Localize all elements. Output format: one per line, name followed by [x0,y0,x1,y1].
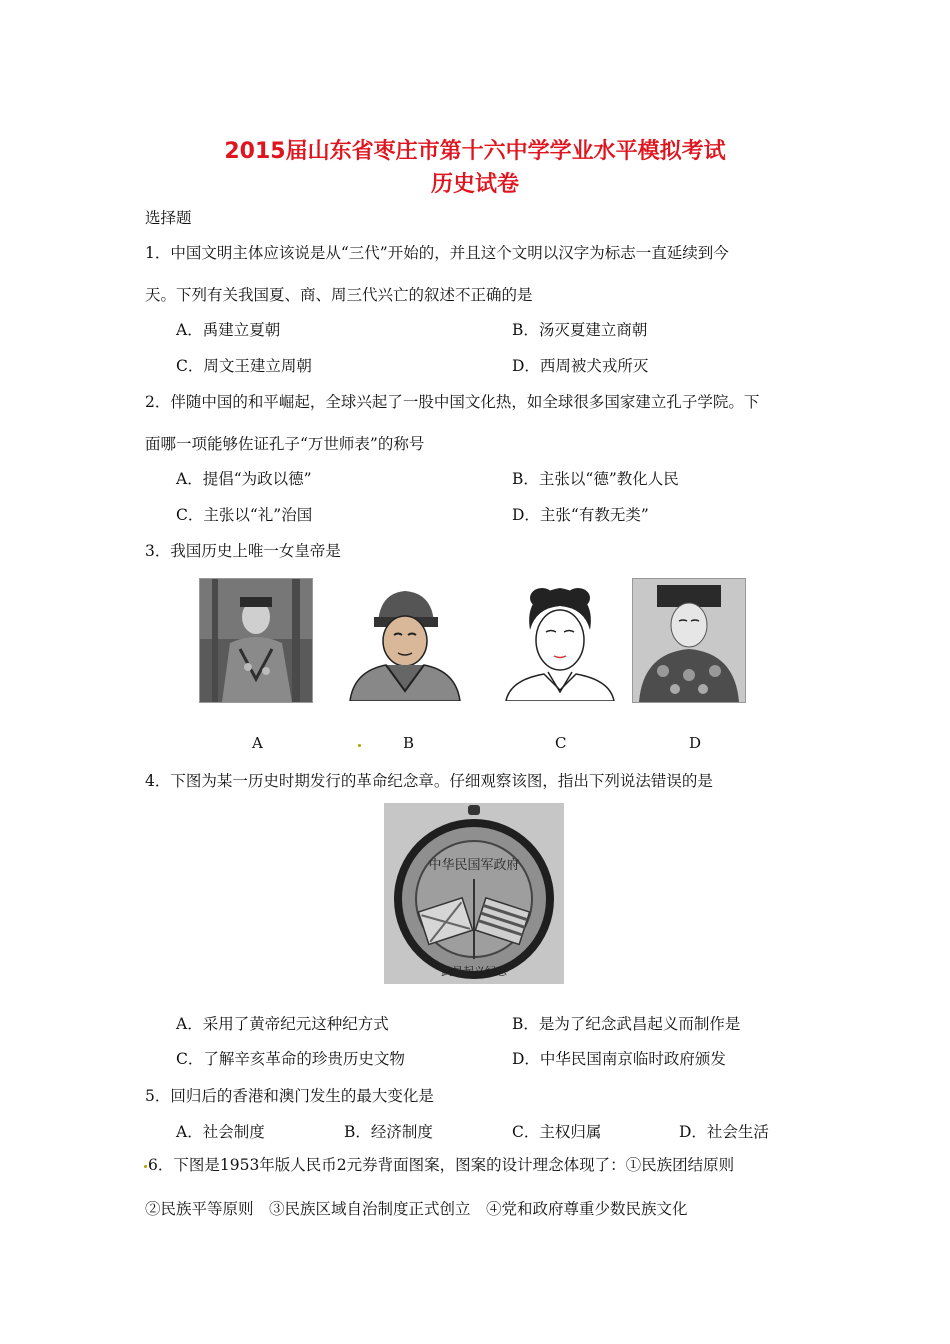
q2-stem-line2: 面哪一项能够佐证孔子“万世师表”的称号 [145,435,425,453]
exam-title-line2: 历史试卷 [430,172,519,197]
q5-stem: 5．回归后的香港和澳门发生的最大变化是 [145,1087,434,1105]
q1-option-a: A．禹建立夏朝 [176,321,281,339]
q1-option-c: C．周文王建立周朝 [176,357,312,375]
q5-option-a: A．社会制度 [176,1123,265,1141]
q6-stem-line2: ②民族平等原则 ③民族区域自治制度正式创立 ④党和政府尊重少数民族文化 [145,1200,688,1218]
q1-stem-line2: 天。下列有关我国夏、商、周三代兴亡的叙述不正确的是 [145,286,533,304]
q5-option-b: B．经济制度 [344,1123,433,1141]
medal-center-text: 武昌起义纪念 [441,965,507,978]
portrait-d-image [632,578,746,703]
q1-stem-line1: 1．中国文明主体应该说是从“三代”开始的，并且这个文明以汉字为标志一直延续到今 [145,244,729,262]
exam-title-line1: 2015届山东省枣庄市第十六中学学业水平模拟考试 [224,139,726,164]
q6-stem-line1: 6．下图是1953年版人民币2元券背面图案，图案的设计理念体现了：①民族团结原则 [148,1156,735,1174]
q2-option-b: B．主张以“德”教化人民 [512,470,679,488]
q4-stem: 4．下图为某一历史时期发行的革命纪念章。仔细观察该图，指出下列说法错误的是 [145,772,713,790]
portrait-a-label: A [252,734,263,752]
portrait-a-image [199,578,313,703]
q4-option-d: D．中华民国南京临时政府颁发 [512,1050,726,1068]
commemorative-medal-image [384,803,564,984]
portrait-c-image [504,580,616,701]
q4-option-c: C．了解辛亥革命的珍贵历史文物 [176,1050,405,1068]
q2-option-a: A．提倡“为政以德” [176,470,312,488]
q3-stem: 3．我国历史上唯一女皇帝是 [145,542,341,560]
stray-dot [358,744,361,747]
q2-option-d: D．主张“有教无类” [512,506,649,524]
q1-option-d: D．西周被犬戎所灭 [512,357,649,375]
medal-top-text: 中华民国军政府 [428,858,520,873]
q4-option-b: B．是为了纪念武昌起义而制作是 [512,1015,741,1033]
q5-option-c: C．主权归属 [512,1123,602,1141]
portrait-c-label: C [555,734,567,752]
q5-option-d: D．社会生活 [679,1123,769,1141]
stray-dot-q6 [144,1165,147,1168]
q4-option-a: A．采用了黄帝纪元这种纪方式 [176,1015,389,1033]
portrait-d-label: D [689,734,702,752]
portrait-b-image [346,583,464,701]
q2-option-c: C．主张以“礼”治国 [176,506,313,524]
section-heading: 选择题 [145,209,192,227]
q2-stem-line1: 2．伴随中国的和平崛起，全球兴起了一股中国文化热，如全球很多国家建立孔子学院。下 [145,393,760,411]
q1-option-b: B．汤灭夏建立商朝 [512,321,648,339]
portrait-b-label: B [403,734,415,752]
